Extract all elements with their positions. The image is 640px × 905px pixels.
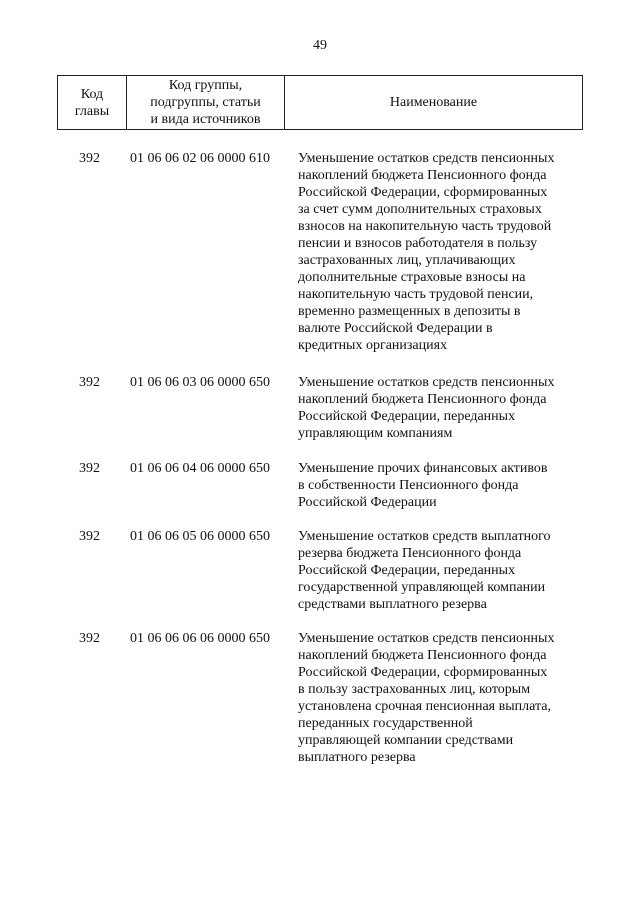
- chapter-code: 392: [79, 375, 100, 390]
- source-code: 01 06 06 03 06 0000 650: [130, 375, 270, 390]
- source-code: 01 06 06 04 06 0000 650: [130, 461, 270, 476]
- table-header: [57, 75, 583, 130]
- header-chapter-code-label: Код главы: [74, 86, 110, 119]
- header-chapter-code: [58, 76, 127, 129]
- header-name: [285, 76, 582, 129]
- chapter-code: 392: [79, 461, 100, 476]
- header-name-label: Наименование: [389, 95, 478, 110]
- item-name: Уменьшение остатков средств пенсионных накоплений бюджета Пенсионного фонда Российской Федерации, сформированных в пользу застрахованных лиц, которым установлена срочная пенсионная выплата, переданных государственной управляющей компании средствами выплатного резерва: [298, 631, 555, 765]
- item-name: Уменьшение остатков средств пенсионных накоплений бюджета Пенсионного фонда Российской Федерации, сформированных за счет сумм дополнительных страховых взносов на накопительную часть трудовой пенсии и взносов работодателя в пользу застрахованных лиц, уплачивающих дополнительные страховые взносы на накопительную часть трудовой пенсии, временно размещенных в депозиты в валюте Российской Федерации в кредитных организациях: [298, 151, 555, 353]
- header-group-code-label: Код группы, подгруппы, статьи и вида источников: [150, 78, 261, 127]
- item-name: Уменьшение остатков средств пенсионных накоплений бюджета Пенсионного фонда Российской Федерации, переданных управляющим компаниям: [298, 375, 555, 441]
- item-name: Уменьшение прочих финансовых активов в собственности Пенсионного фонда Российской Федерации: [298, 461, 548, 510]
- chapter-code: 392: [79, 151, 100, 166]
- item-name: Уменьшение остатков средств выплатного резерва бюджета Пенсионного фонда Российской Федерации, переданных государственной управляющей компании средствами выплатного резерва: [298, 529, 551, 612]
- page-number: 49: [313, 38, 327, 53]
- chapter-code: 392: [79, 529, 100, 544]
- chapter-code: 392: [79, 631, 100, 646]
- source-code: 01 06 06 06 06 0000 650: [130, 631, 270, 646]
- header-group-code: [127, 76, 285, 129]
- source-code: 01 06 06 05 06 0000 650: [130, 529, 270, 544]
- source-code: 01 06 06 02 06 0000 610: [130, 151, 270, 166]
